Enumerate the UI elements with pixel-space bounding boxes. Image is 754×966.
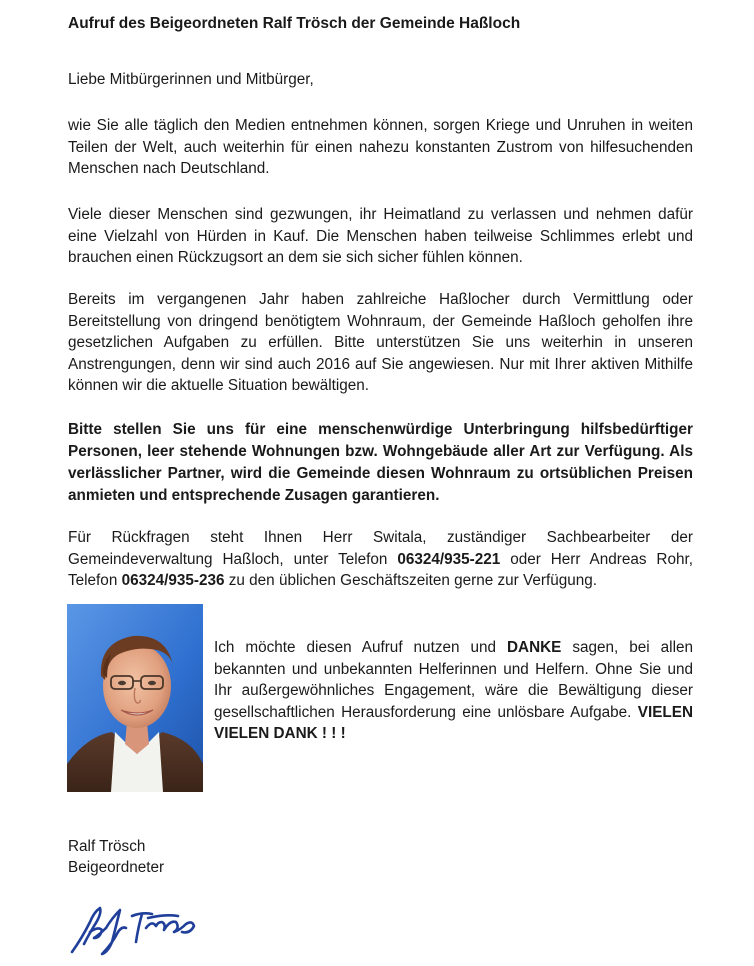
danke-emphasis: DANKE [506,639,562,656]
paragraph-appeal: Bitte stellen Sie uns für eine menschenwürdige Unterbringung hilfsbedürftiger Personen, leer stehende Wohnungen bzw. Wohngebäude aller Art zur Verfügung. Als verlässlicher Partner, wird die Gemeinde diesen Wohnraum zu ortsüblichen Preisen anmieten und entsprechende Zusagen garantieren. [68,421,693,504]
paragraph-contact [68,527,693,592]
contact-text-2: oder Herr Andreas Rohr, Telefon [68,550,693,589]
handwritten-signature [66,898,216,958]
phone-switala: 06324/935-221 [397,550,501,568]
page-title: Aufruf des Beigeordneten Ralf Trösch der Gemeinde Haßloch [68,15,521,32]
signer-role: Beigeordneter [68,859,165,876]
paragraph-media: wie Sie alle täglich den Medien entnehmen können, sorgen Kriege und Unruhen in weiten Teilen der Welt, auch weiterhin für einen nahezu konstanten Zustrom von hilfesuchenden Menschen nach Deutschland. [68,117,693,177]
paragraph-last-year: Bereits im vergangenen Jahr haben zahlreiche Haßlocher durch Vermittlung oder Bereitstellung von dringend benötigtem Wohnraum, der Gemeinde Haßloch geholfen ihre gesetzlichen Aufgaben zu erfüllen. Bitte unterstützen Sie uns weiterhin in unseren Anstrengungen, denn wir sind auch 2016 auf Sie angewiesen. Nur mit Ihrer aktiven Mithilfe können wir die aktuelle Situation bewältigen. [68,291,693,394]
contact-text-1: Für Rückfragen steht Ihnen Herr Switala, zuständiger Sachbearbeiter der Gemeindeverwaltung Haßloch, unter Telefon [68,529,693,568]
paragraph-thanks [214,637,693,745]
paragraph-refugees: Viele dieser Menschen sind gezwungen, ihr Heimatland zu verlassen und nehmen dafür eine Vielzahl von Hürden in Kauf. Die Menschen haben teilweise Schlimmes erlebt und brauchen einen Rückzugsort an dem sie sich sicher fühlen können. [68,206,693,266]
contact-text-3: zu den üblichen Geschäftszeiten gerne zur Verfügung. [224,572,597,589]
thanks-text-1: Ich möchte diesen Aufruf nutzen und [214,639,507,656]
thanks-closing: VIELEN VIELEN DANK ! ! ! [214,703,693,742]
signer-name: Ralf Trösch [68,838,146,855]
portrait-photo [67,604,203,792]
thanks-text-2: sagen, bei allen bekannten und unbekannten Helferinnen und Helfern. Ohne Sie und Ihr außergewöhnliches Engagement, wäre die Bewältigung dieser gesellschaftlichen Herausforderung eine unlösbare Aufgabe. [214,639,693,721]
salutation: Liebe Mitbürgerinnen und Mitbürger, [68,71,314,88]
phone-rohr: 06324/935-236 [121,572,225,589]
